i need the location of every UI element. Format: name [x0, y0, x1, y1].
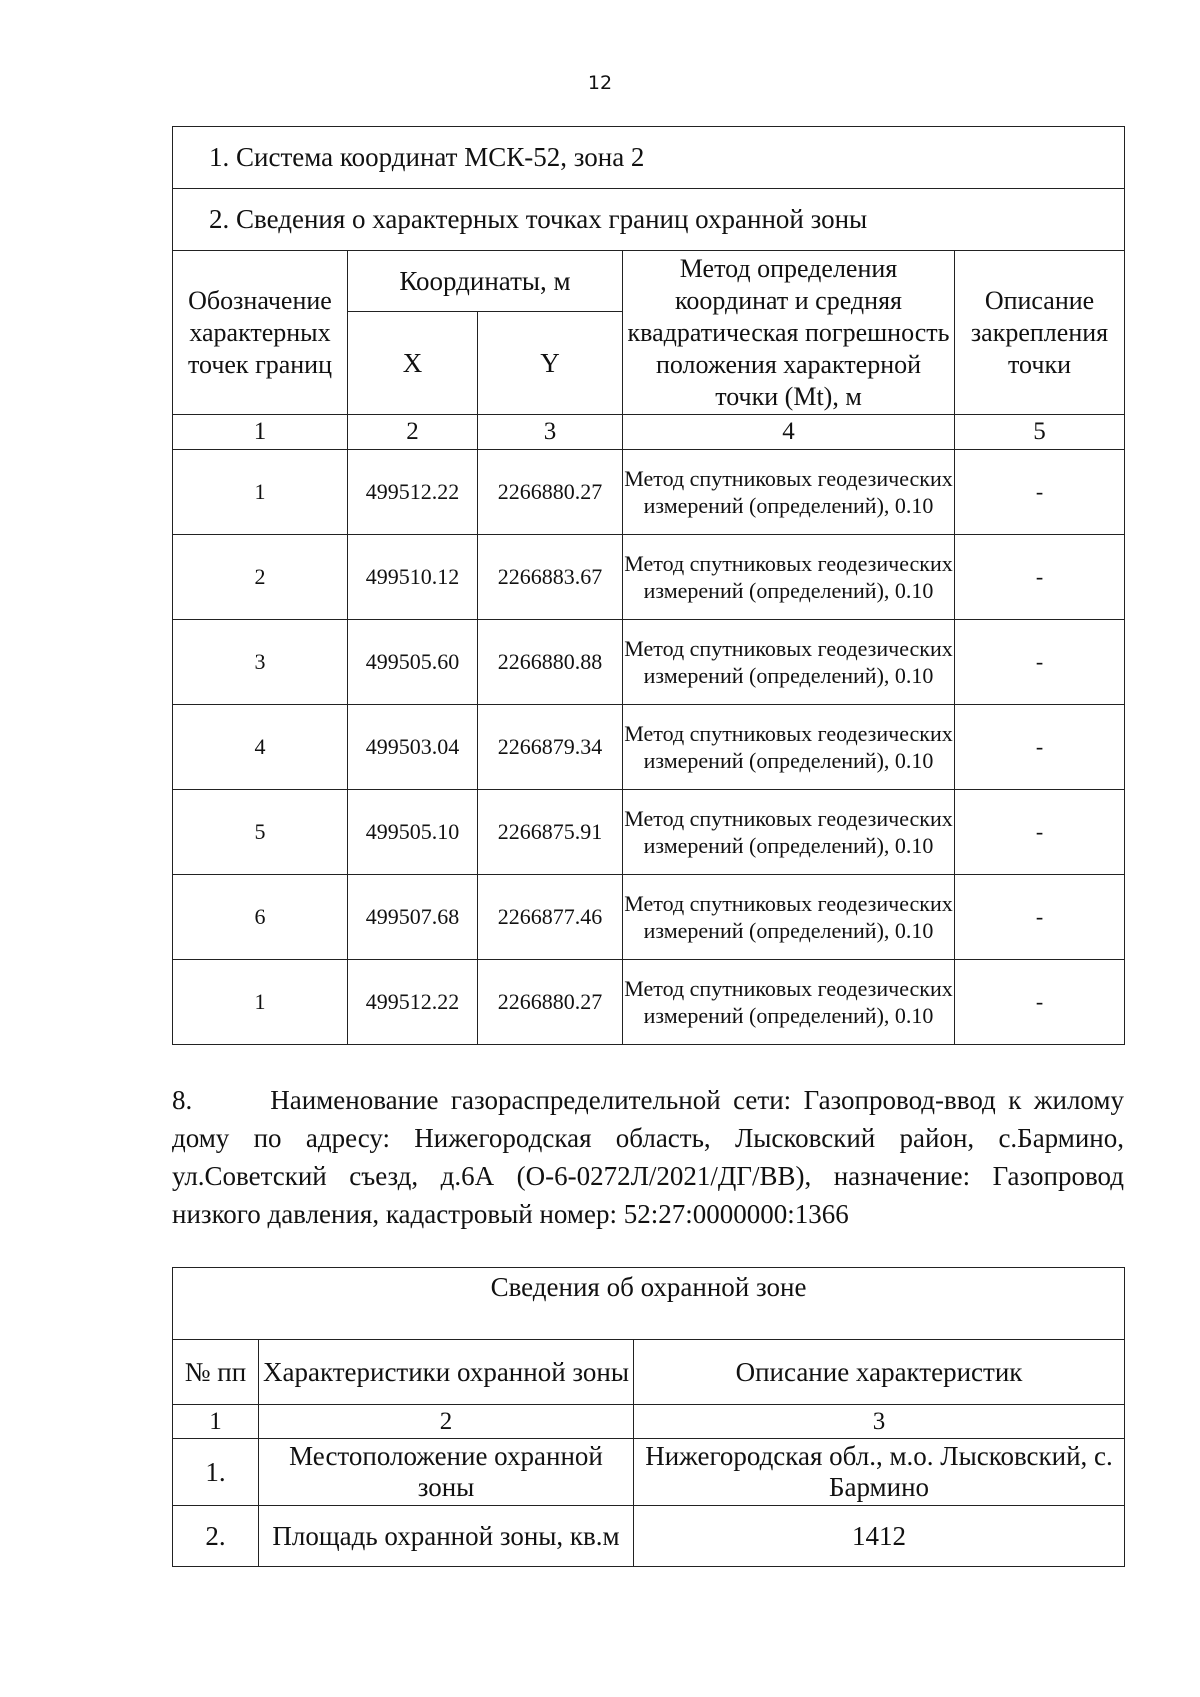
fixing-description: - — [955, 705, 1125, 790]
point-id: 5 — [173, 790, 348, 875]
y-value: 2266880.88 — [478, 620, 623, 705]
table-row — [173, 875, 1125, 960]
y-header: Y — [478, 312, 623, 415]
column-number: 3 — [478, 415, 623, 450]
method-header: Метод определения координат и средняя квадратическая погрешность положения характерной точки (Mt), м — [623, 251, 955, 415]
protection-zone-table — [172, 1267, 1125, 1567]
designation-header: Обозначение характерных точек границ — [173, 251, 348, 415]
fixing-description: - — [955, 535, 1125, 620]
boundary-points-banner: 2. Сведения о характерных точках границ охранной зоны — [173, 189, 1125, 251]
y-value: 2266880.27 — [478, 960, 623, 1045]
x-value: 499512.22 — [348, 960, 478, 1045]
method-value: Метод спутниковых геодезических измерений (определений), 0.10 — [623, 450, 955, 535]
x-value: 499505.10 — [348, 790, 478, 875]
point-id: 2 — [173, 535, 348, 620]
column-number: 1 — [173, 415, 348, 450]
method-value: Метод спутниковых геодезических измерений (определений), 0.10 — [623, 875, 955, 960]
fixing-description: - — [955, 450, 1125, 535]
table-row — [173, 1439, 1125, 1506]
column-number-row — [173, 415, 1125, 450]
point-id: 1 — [173, 450, 348, 535]
y-value: 2266875.91 — [478, 790, 623, 875]
method-value: Метод спутниковых геодезических измерений (определений), 0.10 — [623, 790, 955, 875]
table-row — [173, 620, 1125, 705]
page-number: 12 — [587, 72, 613, 94]
number-header: № пп — [173, 1340, 259, 1405]
table-row — [173, 705, 1125, 790]
characteristic-value: 1412 — [634, 1506, 1125, 1567]
fixing-description: - — [955, 790, 1125, 875]
protection-zone-title: Сведения об охранной зоне — [173, 1268, 1125, 1340]
characteristic-name: Местоположение охранной зоны — [259, 1439, 634, 1506]
x-value: 499510.12 — [348, 535, 478, 620]
column-number: 2 — [348, 415, 478, 450]
y-value: 2266883.67 — [478, 535, 623, 620]
table-row — [173, 960, 1125, 1045]
x-value: 499503.04 — [348, 705, 478, 790]
table-row — [173, 535, 1125, 620]
point-id: 3 — [173, 620, 348, 705]
table-row — [173, 790, 1125, 875]
fixing-description: - — [955, 960, 1125, 1045]
column-number-row — [173, 1405, 1125, 1439]
x-header: X — [348, 312, 478, 415]
characteristic-name: Площадь охранной зоны, кв.м — [259, 1506, 634, 1567]
row-number: 2. — [173, 1506, 259, 1567]
point-id: 4 — [173, 705, 348, 790]
y-value: 2266879.34 — [478, 705, 623, 790]
row-number: 1. — [173, 1439, 259, 1506]
description-header: Описание характеристик — [634, 1340, 1125, 1405]
method-value: Метод спутниковых геодезических измерений (определений), 0.10 — [623, 535, 955, 620]
x-value: 499512.22 — [348, 450, 478, 535]
fixing-description: - — [955, 875, 1125, 960]
paragraph-number: 8. — [172, 1085, 193, 1115]
coordinate-system-banner: 1. Система координат МСК-52, зона 2 — [173, 127, 1125, 189]
description-header: Описание закрепления точки — [955, 251, 1125, 415]
method-value: Метод спутниковых геодезических измерений (определений), 0.10 — [623, 620, 955, 705]
method-value: Метод спутниковых геодезических измерений (определений), 0.10 — [623, 705, 955, 790]
gas-network-paragraph — [172, 1081, 1124, 1233]
characteristics-header: Характеристики охранной зоны — [259, 1340, 634, 1405]
boundary-points-table — [172, 126, 1125, 1045]
paragraph-text: Наименование газораспределительной сети: Газопровод-ввод к жилому дому по адресу: Нижегородская область, Лысковский район, с.Бармино, ул.Советский съезд, д.6А (О-6-0272Л/2021/ДГ/ВВ), назначение: Газопровод низкого давления, кадастровый номер: 52:27:0000000:1366 — [172, 1085, 1124, 1229]
y-value: 2266877.46 — [478, 875, 623, 960]
y-value: 2266880.27 — [478, 450, 623, 535]
method-value: Метод спутниковых геодезических измерений (определений), 0.10 — [623, 960, 955, 1045]
column-number: 3 — [634, 1405, 1125, 1439]
table-row — [173, 1506, 1125, 1567]
x-value: 499507.68 — [348, 875, 478, 960]
column-number: 2 — [259, 1405, 634, 1439]
characteristic-value: Нижегородская обл., м.о. Лысковский, с. Бармино — [634, 1439, 1125, 1506]
column-number: 1 — [173, 1405, 259, 1439]
fixing-description: - — [955, 620, 1125, 705]
column-number: 4 — [623, 415, 955, 450]
column-number: 5 — [955, 415, 1125, 450]
point-id: 6 — [173, 875, 348, 960]
point-id: 1 — [173, 960, 348, 1045]
table-row — [173, 450, 1125, 535]
x-value: 499505.60 — [348, 620, 478, 705]
coordinates-header: Координаты, м — [348, 251, 623, 312]
